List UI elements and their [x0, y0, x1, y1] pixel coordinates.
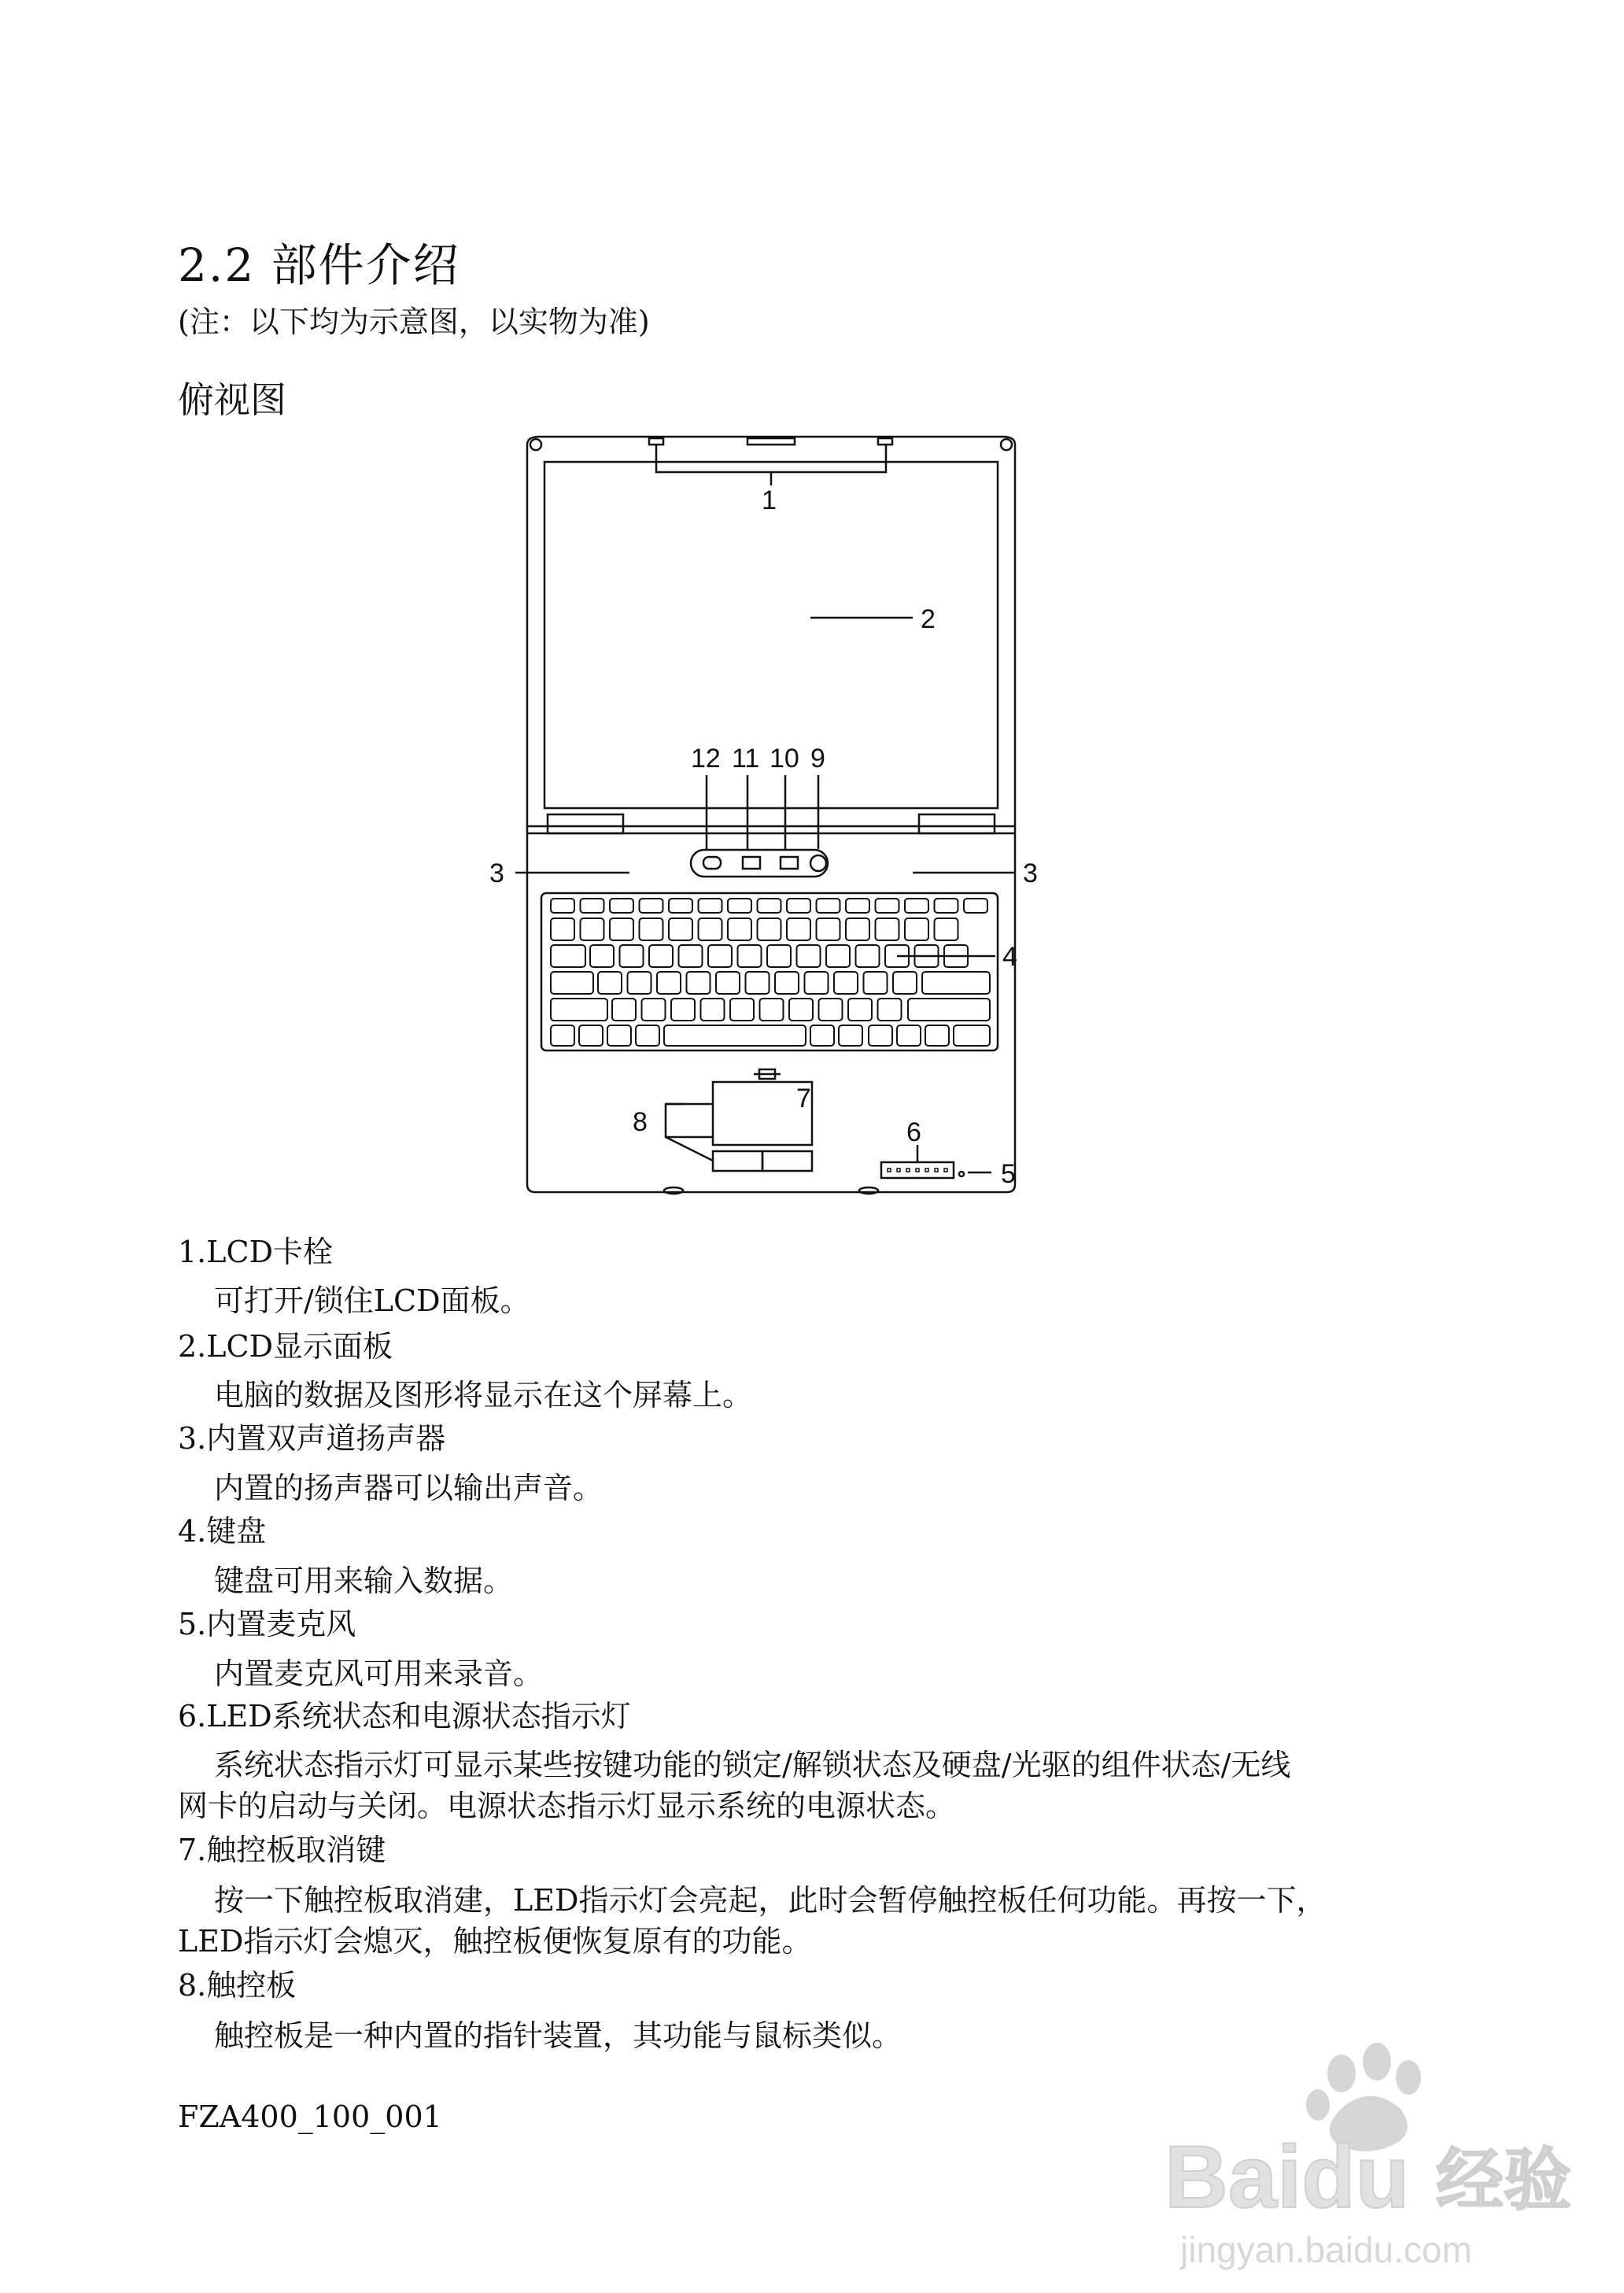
keyboard-key [864, 972, 888, 994]
keyboard-key [876, 899, 899, 913]
keyboard-key [767, 945, 791, 967]
keyboard-key [908, 999, 990, 1021]
keyboard-key [607, 1025, 631, 1046]
note-text: (注：以下均为示意图，以实物为准) [178, 305, 650, 339]
keyboard-key [699, 918, 722, 940]
callout-11: 11 [732, 744, 760, 774]
callout-5: 5 [1001, 1159, 1016, 1189]
callout-2: 2 [921, 604, 936, 634]
keyboard-key [730, 999, 754, 1021]
item-heading: 6.LED系统状态和电源状态指示灯 [178, 1699, 631, 1734]
keyboard-key [758, 918, 781, 940]
keyboard-key [787, 899, 810, 913]
keyboard-key [649, 945, 673, 967]
item-description: 键盘可用来输入数据。 [214, 1564, 514, 1598]
item-heading: 5.内置麦克风 [178, 1607, 356, 1641]
keyboard-key [834, 972, 858, 994]
keyboard-key [787, 918, 810, 940]
keyboard-key [775, 972, 799, 994]
callout-6: 6 [906, 1117, 921, 1147]
keyboard-key [869, 1025, 892, 1046]
keyboard-key [878, 999, 902, 1021]
keyboard-key [819, 999, 843, 1021]
status-led [916, 1169, 919, 1172]
item-description: 内置麦克风可用来录音。 [214, 1656, 544, 1691]
keyboard-key [728, 918, 751, 940]
callout-12: 12 [691, 744, 721, 774]
keyboard-key [839, 1025, 862, 1046]
item-description: 按一下触控板取消建，LED指示灯会亮起，此时会暂停触控板任何功能。再按一下， [214, 1883, 1327, 1918]
status-led [906, 1169, 910, 1172]
keyboard-key [848, 999, 872, 1021]
keyboard-key [701, 999, 725, 1021]
laptop-diagram [441, 429, 1102, 1204]
watermark-brand: Baidu [1164, 2128, 1410, 2226]
item-description: 可打开/锁住LCD面板。 [214, 1283, 530, 1318]
keyboard-key [612, 999, 636, 1021]
item-description: 系统状态指示灯可显示某些按键功能的锁定/解锁状态及硬盘/光驱的组件状态/无线 [214, 1748, 1291, 1782]
keyboard-key [610, 899, 633, 913]
status-led [897, 1169, 900, 1172]
keyboard-key [551, 1025, 574, 1046]
keyboard-key [897, 1025, 921, 1046]
keyboard-key [687, 972, 710, 994]
item-description: 触控板是一种内置的指针装置，其功能与鼠标类似。 [214, 2018, 902, 2053]
keyboard-key [640, 899, 663, 913]
callout-7: 7 [796, 1084, 811, 1113]
item-heading: 3.内置双声道扬声器 [178, 1421, 446, 1456]
keyboard-key [758, 899, 781, 913]
item-heading: 7.触控板取消键 [178, 1833, 386, 1867]
keyboard-key [817, 918, 840, 940]
keyboard-key [846, 918, 869, 940]
keyboard-key [746, 972, 770, 994]
item-heading: 2.LCD显示面板 [178, 1329, 393, 1364]
keyboard-key [935, 899, 958, 913]
keyboard-key [922, 972, 990, 994]
status-led [935, 1169, 938, 1172]
keyboard-key [669, 899, 692, 913]
keyboard-key [579, 1025, 603, 1046]
callout-9: 9 [810, 744, 825, 774]
keyboard-key [810, 1025, 834, 1046]
keyboard-key [699, 899, 722, 913]
item-heading: 1.LCD卡栓 [178, 1235, 334, 1269]
callout-3-right: 3 [1023, 858, 1038, 888]
keyboard-key [789, 999, 813, 1021]
status-led [944, 1169, 947, 1172]
keyboard-key [925, 1025, 949, 1046]
keyboard-key [551, 918, 574, 940]
callout-3-left: 3 [489, 858, 504, 888]
callout-4: 4 [1002, 942, 1017, 972]
baidu-watermark [1149, 2030, 1589, 2274]
keyboard-key [826, 945, 850, 967]
callout-8: 8 [633, 1107, 648, 1137]
keyboard-key [708, 945, 732, 967]
keyboard-key [581, 899, 604, 913]
document-code: FZA400_100_001 [178, 2099, 442, 2134]
item-description: 网卡的启动与关闭。电源状态指示灯显示系统的电源状态。 [178, 1789, 956, 1823]
item-description: 内置的扬声器可以输出声音。 [214, 1471, 603, 1505]
keyboard-key [636, 1025, 659, 1046]
keyboard-key [620, 945, 644, 967]
keyboard-key [846, 899, 869, 913]
keyboard-key [581, 918, 604, 940]
item-description: LED指示灯会熄灭，触控板便恢复原有的功能。 [178, 1924, 812, 1959]
keyboard-key [551, 899, 574, 913]
keyboard-key [738, 945, 762, 967]
keyboard-key [628, 972, 651, 994]
keyboard-key [935, 918, 958, 940]
watermark-brand-cn: 经验 [1436, 2141, 1571, 2220]
keyboard-key [610, 918, 633, 940]
keyboard-key [590, 945, 614, 967]
callout-10: 10 [770, 744, 799, 774]
keyboard-key [856, 945, 880, 967]
keyboard-key [551, 972, 593, 994]
watermark-url: jingyan.baidu.com [1180, 2229, 1472, 2270]
status-led [925, 1169, 928, 1172]
keyboard-key [905, 918, 928, 940]
keyboard-key [551, 945, 585, 967]
keyboard-key [805, 972, 829, 994]
keyboard-key [964, 899, 987, 913]
keyboard-key [905, 899, 928, 913]
keyboard-key [817, 899, 840, 913]
keyboard-key [598, 972, 622, 994]
keyboard-key [671, 999, 695, 1021]
item-description: 电脑的数据及图形将显示在这个屏幕上。 [214, 1378, 753, 1412]
keyboard-key [642, 999, 666, 1021]
item-heading: 4.键盘 [178, 1514, 267, 1549]
section-title: 2.2 部件介绍 [178, 238, 460, 292]
item-heading: 8.触控板 [178, 1968, 297, 2003]
keyboard-key [640, 918, 663, 940]
keyboard-key [551, 999, 607, 1021]
keyboard-key [954, 1025, 990, 1046]
keyboard-key [728, 899, 751, 913]
keyboard-key [679, 945, 703, 967]
status-led [888, 1169, 891, 1172]
keyboard-key [797, 945, 821, 967]
keyboard-key [760, 999, 784, 1021]
keyboard-key [657, 972, 681, 994]
keyboard-key [664, 1025, 806, 1046]
keyboard-key [876, 918, 899, 940]
view-subtitle: 俯视图 [178, 378, 286, 421]
keyboard-key [669, 918, 692, 940]
keyboard-key [893, 972, 917, 994]
callout-1: 1 [762, 486, 777, 515]
keyboard-key [716, 972, 740, 994]
